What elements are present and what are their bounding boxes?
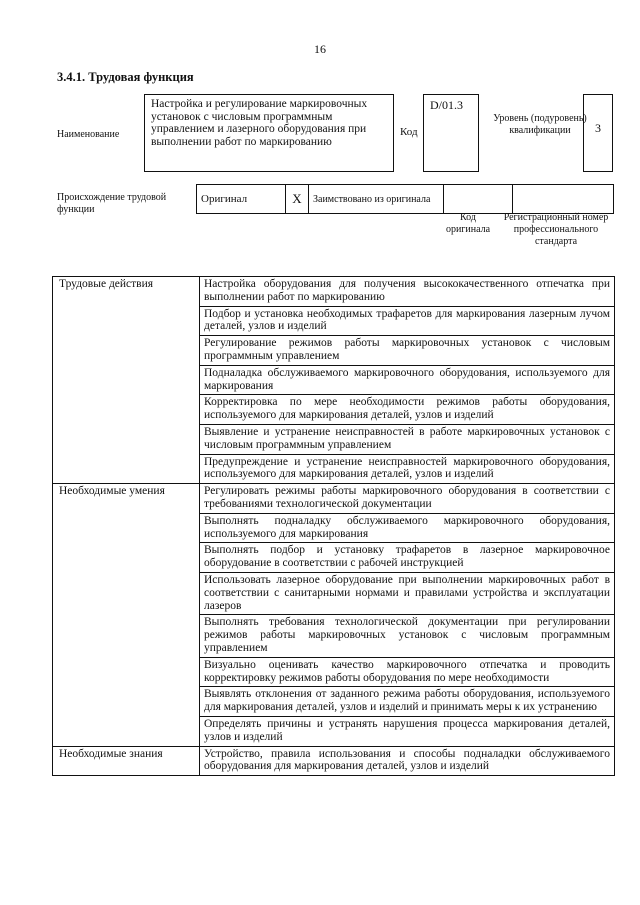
description-cell: Предупреждение и устранение неисправностей маркировочного оборудования, используемого для маркирования деталей, узлов и изделий [200,454,615,484]
description-cell: Выявление и устранение неисправностей в работе маркировочных установок с числовым программным управлением [200,424,615,454]
description-cell: Настройка оборудования для получения высококачественного отпечатка при выполнении работ по маркированию [200,277,615,307]
description-cell: Визуально оценивать качество маркировочного отпечатка и проводить корректировку режимов работы оборудования по мере необходимости [200,657,615,687]
description-cell: Подналадка обслуживаемого маркировочного оборудования, используемого для маркирования [200,365,615,395]
description-cell: Выполнять подналадку обслуживаемого маркировочного оборудования, используемого для маркирования [200,513,615,543]
original-label: Оригинал [197,185,286,214]
description-cell: Подбор и установка необходимых трафаретов для маркирования лазерным лучом деталей, узлов и изделий [200,306,615,336]
category-cell: Трудовые действия [53,277,200,484]
name-label: Наименование [57,129,120,140]
description-cell: Регулирование режимов работы маркировочных установок с числовым программным управлением [200,336,615,366]
description-cell: Выполнять подбор и установку трафаретов в лазерное маркировочное оборудование в соответствии с рабочей инструкцией [200,543,615,573]
qualification-level-label: Уровень (подуровень) квалификации [493,113,587,136]
description-cell: Корректировка по мере необходимости режимов работы оборудования, используемого для маркирования деталей, узлов и изделий [200,395,615,425]
description-cell: Выявлять отклонения от заданного режима работы оборудования, используемого для маркирования деталей, узлов и изделий и принимать меры к их устранению [200,687,615,717]
registration-number-cell [513,185,614,214]
code-label: Код [400,126,418,138]
category-cell: Необходимые умения [53,484,200,746]
description-cell: Выполнять требования технологической документации при регулировании режимов работы маркировочных установок с числовым программным управлением [200,615,615,657]
function-details-table [52,276,615,776]
borrowed-label: Заимствовано из оригинала [309,185,444,214]
table-row [53,746,615,776]
origin-table [196,184,614,214]
description-cell: Регулировать режимы работы маркировочного оборудования в соответствии с требованиями технологической документации [200,484,615,514]
registration-number-caption: Регистрационный номер профессионального стандарта [503,212,609,247]
original-code-caption: Код оригинала [445,212,491,235]
function-code-field: D/01.3 [423,94,479,172]
qualification-level-field: 3 [583,94,613,172]
original-mark: X [286,185,309,214]
section-title: 3.4.1. Трудовая функция [57,70,194,84]
description-cell: Устройство, правила использования и способы подналадки обслуживаемого оборудования для маркирования деталей, узлов и изделий [200,746,615,776]
table-row [53,277,615,307]
description-cell: Определять причины и устранять нарушения процесса маркирования деталей, узлов и изделий [200,716,615,746]
origin-label: Происхождение трудовой функции [57,192,167,215]
category-cell: Необходимые знания [53,746,200,776]
original-code-cell [444,185,513,214]
function-name-field: Настройка и регулирование маркировочных установок с числовым программным управлением и лазерного оборудования при выполнении работ по маркированию [144,94,394,172]
description-cell: Использовать лазерное оборудование при выполнении маркировочных работ в соответствии с санитарными нормами и правилами устройства и эксплуатации лазеров [200,572,615,614]
page-number: 16 [314,42,326,56]
table-row [53,484,615,514]
